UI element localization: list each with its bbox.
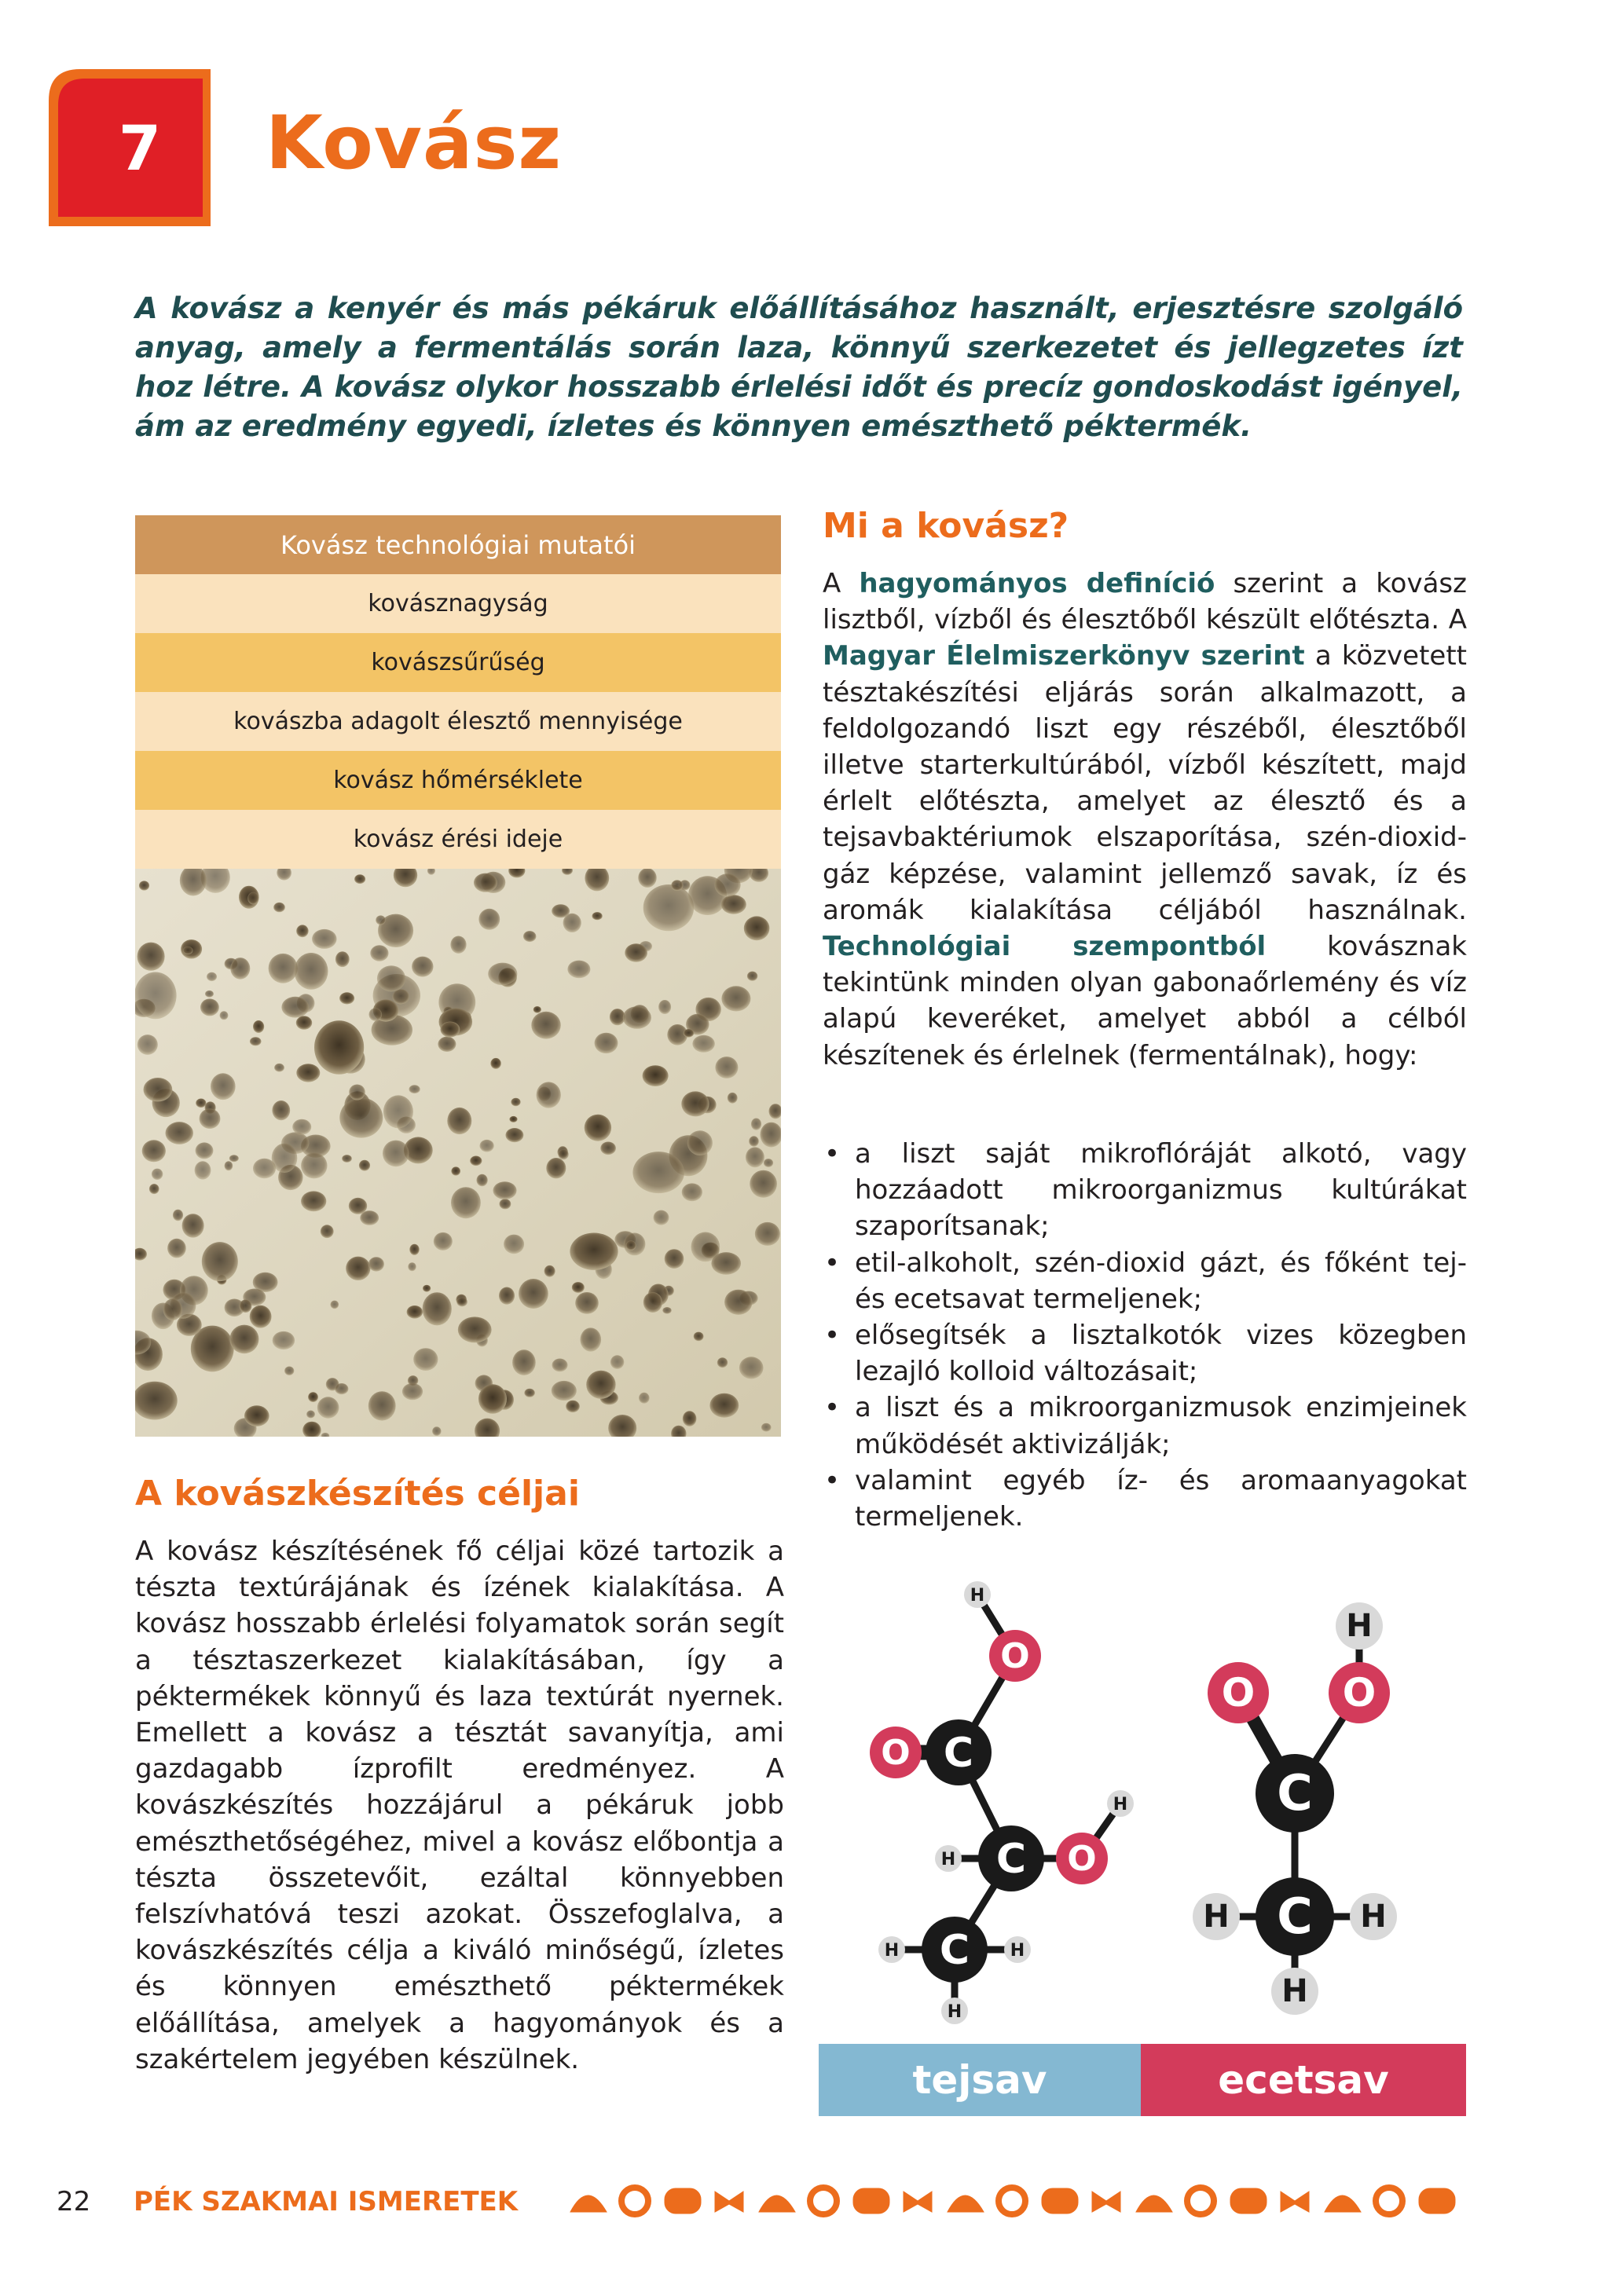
dough-hole [412, 957, 433, 977]
dough-hole [643, 1065, 669, 1086]
dough-hole [308, 1392, 318, 1402]
dough-hole [195, 1161, 211, 1179]
dough-hole [658, 1000, 671, 1014]
dough-hole [728, 1093, 738, 1104]
dough-hole [585, 1115, 611, 1141]
dough-hole [220, 1011, 229, 1020]
dough-hole [202, 1242, 238, 1281]
dough-hole [509, 1116, 517, 1122]
dough-hole [721, 895, 746, 914]
dough-hole [546, 1158, 566, 1178]
dough-hole [544, 1265, 555, 1277]
dough-hole [284, 1367, 294, 1375]
dough-hole [480, 1140, 494, 1152]
dough-hole [638, 869, 656, 888]
list-item: • valamint egyéb íz- és aromaanyagokat termeljenek. [823, 1463, 1467, 1535]
atom-label: O [1000, 1636, 1030, 1676]
dough-hole [595, 1033, 618, 1053]
highlight-term: Technológiai szempontból [823, 931, 1267, 963]
bakery-ornament-icon [715, 2192, 743, 2212]
dough-hole [747, 972, 757, 981]
bakery-ornament-icon [1325, 2195, 1361, 2212]
dough-hole [478, 909, 500, 930]
dough-hole [451, 1187, 481, 1218]
dough-hole [572, 1282, 585, 1293]
dough-hole [499, 1287, 515, 1305]
atom-label: H [1346, 1608, 1373, 1644]
dough-hole [477, 1174, 488, 1187]
dough-hole [625, 943, 647, 962]
dough-hole [135, 972, 177, 1020]
bakery-ornament-icon [1419, 2188, 1455, 2214]
dough-hole [321, 1225, 334, 1238]
dough-hole [369, 1008, 383, 1021]
dough-hole [423, 1285, 431, 1292]
atom-label: C [939, 1927, 970, 1974]
molecule-diagrams [817, 1563, 1469, 2034]
dough-hole [205, 991, 214, 998]
dough-hole [721, 986, 750, 1011]
atom-label: C [1277, 1764, 1313, 1822]
bakery-ornament-icon [1136, 2195, 1172, 2212]
dough-hole [450, 936, 466, 954]
dough-hole [383, 1095, 413, 1128]
dough-hole [409, 1244, 419, 1255]
dough-hole [409, 1085, 420, 1093]
dough-hole [274, 1064, 284, 1072]
dough-hole [447, 1108, 471, 1134]
dough-hole [451, 1166, 460, 1175]
dough-hole [687, 1130, 713, 1155]
dough-hole [331, 1301, 339, 1309]
dough-hole [533, 1006, 541, 1013]
dough-hole [506, 1128, 524, 1142]
dough-hole [755, 1222, 780, 1246]
dough-hole [750, 1170, 777, 1198]
dough-hole [662, 1307, 671, 1314]
dough-hole [681, 1091, 709, 1116]
bakery-ornament-icon [904, 2192, 932, 2212]
dough-hole [296, 1064, 320, 1082]
dough-hole [354, 874, 365, 884]
dough-hole [383, 1141, 409, 1167]
atom-label: H [1281, 1973, 1308, 2009]
purpose-list [823, 1136, 1467, 1535]
dough-hole [244, 1405, 269, 1426]
dough-hole [346, 1257, 370, 1280]
dough-hole [377, 965, 405, 991]
atom-label: H [970, 1586, 985, 1606]
dough-hole [441, 1022, 460, 1038]
dough-hole [575, 1292, 599, 1314]
table-header: Kovász technológiai mutatói [135, 515, 781, 574]
dough-hole [714, 873, 740, 896]
dough-hole [402, 1383, 423, 1400]
list-item: • elősegítsék a lisztalkotók vizes közegben lezajló kolloid változásait; [823, 1317, 1467, 1390]
dough-hole [764, 1159, 773, 1167]
bakery-ornament-icon [999, 2188, 1025, 2214]
dough-hole [566, 1401, 580, 1412]
dough-hole [250, 1305, 272, 1328]
dough-hole [250, 1037, 262, 1045]
dough-hole [152, 1169, 163, 1180]
dough-hole [570, 1233, 618, 1270]
dough-hole [654, 1210, 669, 1225]
dough-hole [200, 998, 219, 1016]
bakery-ornament-icon [853, 2188, 889, 2214]
dough-hole [349, 1198, 367, 1214]
dough-hole [292, 1119, 311, 1135]
bakery-ornament-icon [1187, 2188, 1214, 2214]
dough-hole [408, 1262, 416, 1271]
dough-hole [139, 881, 149, 890]
dough-hole [432, 1426, 441, 1436]
atom-label: H [1203, 1899, 1230, 1935]
table-row: kovásznagyság [135, 574, 781, 633]
dough-hole [438, 1037, 456, 1052]
dough-hole [368, 1257, 384, 1271]
dough-hole [163, 1298, 182, 1320]
atom-label: O [1221, 1670, 1256, 1716]
dough-hole [683, 1411, 697, 1426]
dough-hole [581, 1327, 602, 1351]
bakery-ornament-icon [759, 2195, 795, 2212]
dough-hole [531, 1012, 560, 1039]
bakery-ornament-icon [810, 2188, 837, 2214]
dough-hole [273, 1331, 295, 1349]
dough-hole [200, 1108, 221, 1129]
dough-hole [586, 1371, 615, 1399]
dough-hole [567, 961, 590, 979]
dough-hole [272, 1100, 290, 1120]
dough-hole [339, 992, 354, 1004]
dough-hole [511, 1098, 520, 1107]
atom-label: O [1067, 1839, 1097, 1879]
sourdough-photo [135, 869, 781, 1437]
dough-hole [761, 1423, 772, 1432]
dough-hole [643, 884, 694, 931]
dough-hole [474, 873, 497, 892]
dough-hole [370, 945, 388, 961]
dough-hole [500, 1199, 511, 1209]
dough-hole [490, 1058, 500, 1069]
lactic-acid-label: tejsav [819, 2044, 1141, 2116]
bakery-ornament-icon [1042, 2188, 1078, 2214]
bakery-ornament-icon [1230, 2188, 1267, 2214]
dough-hole [339, 1097, 383, 1137]
list-item: • a liszt saját mikroflóráját alkotó, vagy hozzáadott mikroorganizmus kultúrákat szaporítsanak; [823, 1136, 1467, 1245]
dough-hole [173, 1210, 183, 1221]
dough-hole [524, 1389, 534, 1397]
dough-hole [739, 1357, 764, 1379]
dough-hole [559, 1149, 569, 1159]
dough-hole [488, 963, 517, 986]
dough-hole [392, 989, 409, 1004]
bakery-ornament-icon [665, 2188, 701, 2214]
dough-hole [359, 1160, 370, 1171]
dough-hole [724, 1290, 752, 1315]
dough-hole [230, 958, 250, 980]
bakery-ornament-icon [1376, 2188, 1402, 2214]
dough-hole [639, 1393, 650, 1404]
dough-hole [413, 1348, 438, 1371]
atom-label: H [1113, 1795, 1128, 1814]
dough-hole [306, 1411, 315, 1419]
section-heading-celjai: A kovászkészítés céljai [135, 1474, 580, 1514]
dough-hole [196, 1142, 214, 1159]
dough-hole [296, 1016, 312, 1029]
atom-label: C [995, 1836, 1027, 1883]
dough-hole [552, 1381, 577, 1401]
dough-hole [600, 1142, 616, 1155]
dough-hole [665, 1249, 684, 1269]
dough-hole [456, 1298, 467, 1307]
dough-hole [167, 1239, 186, 1258]
dough-hole [273, 903, 285, 912]
dough-hole [749, 1136, 759, 1146]
dough-hole [144, 1078, 173, 1101]
dough-hole [671, 880, 683, 891]
dough-hole [523, 931, 536, 942]
dough-hole [552, 904, 570, 917]
dough-hole [552, 1359, 568, 1372]
technology-table [135, 515, 781, 869]
dough-hole [709, 1393, 739, 1418]
dough-hole [295, 953, 328, 990]
atom-label: C [1277, 1888, 1313, 1945]
table-row: kovászsűrűség [135, 633, 781, 692]
dough-hole [512, 1349, 536, 1375]
dough-hole [376, 915, 386, 925]
dough-hole [211, 1073, 236, 1100]
dough-hole [368, 1391, 396, 1420]
dough-hole [182, 1214, 204, 1237]
atom-label: H [940, 1850, 956, 1869]
dough-hole [301, 1153, 327, 1179]
table-row: kovászba adagolt élesztő mennyisége [135, 692, 781, 751]
highlight-term: Magyar Élelmiszerkönyv szerint [823, 640, 1305, 672]
dough-hole [626, 1240, 636, 1250]
atom-label: O [1342, 1670, 1377, 1716]
dough-hole [711, 1252, 741, 1275]
dough-hole [207, 972, 217, 981]
list-item: • a liszt és a mikroorganizmusok enzimjeinek működését aktivizálják; [823, 1390, 1467, 1462]
chapter-number: 7 [118, 114, 162, 185]
intro-paragraph: A kovász a kenyér és más pékáruk előállításához használt, erjesztésre szolgáló anyag, amely a fermentálás során laza, könnyű szerkezetet és jellegzetes ízt hoz létre. A kovász olykor hosszabb érlelési időt és precíz gondoskodást igényel, ám az eredmény egyedi, ízletes és könnyen emészthető péktermék. [135, 291, 1463, 443]
footer-title: PÉK SZAKMAI ISMERETEK [134, 2186, 519, 2217]
dough-hole [349, 1085, 365, 1100]
dough-hole [183, 947, 193, 954]
dough-hole [342, 1155, 352, 1163]
dough-hole [314, 1020, 364, 1074]
dough-hole [519, 1279, 548, 1309]
dough-hole [458, 1316, 492, 1342]
section-heading-mi-a-kovasz: Mi a kovász? [823, 506, 1069, 546]
dough-hole [225, 1161, 233, 1170]
dough-hole [682, 1183, 702, 1201]
dough-hole [196, 1099, 206, 1108]
dough-hole [632, 1152, 684, 1193]
dough-hole [166, 1122, 193, 1144]
dough-hole [470, 1156, 482, 1166]
dough-hole [335, 951, 350, 967]
dough-hole [149, 1184, 159, 1194]
dough-hole [746, 1147, 764, 1167]
dough-hole [715, 1056, 738, 1078]
table-row: kovász hőmérséklete [135, 751, 781, 810]
dough-hole [137, 1034, 158, 1055]
dough-hole [423, 1292, 452, 1325]
dough-hole [312, 929, 336, 949]
dough-hole [142, 1140, 166, 1162]
dough-hole [253, 1020, 264, 1033]
dough-hole [643, 1292, 662, 1313]
bakery-ornament-icon [1092, 2192, 1120, 2212]
page-number: 22 [57, 2186, 91, 2217]
atom-label: H [1010, 1941, 1025, 1961]
atom-label: C [943, 1730, 974, 1777]
dough-hole [684, 1029, 694, 1038]
dough-hole [592, 912, 603, 920]
dough-hole [751, 1119, 761, 1130]
table-row: kovász érési ideje [135, 810, 781, 869]
dough-hole [407, 1305, 423, 1319]
dough-hole [229, 1155, 239, 1162]
dough-hole [493, 1181, 517, 1199]
dough-hole [281, 997, 309, 1018]
dough-hole [717, 1357, 728, 1368]
atom-label: H [1360, 1899, 1387, 1935]
bakery-ornament-strip [563, 2176, 1466, 2226]
dough-hole [504, 1235, 524, 1254]
atom-label: O [881, 1733, 911, 1773]
dough-hole [692, 1035, 714, 1053]
dough-hole [296, 925, 308, 937]
dough-hole [694, 1332, 704, 1342]
atom-label: H [947, 2002, 962, 2022]
dough-hole [744, 916, 770, 940]
dough-hole [272, 1144, 298, 1173]
dough-hole [240, 1300, 252, 1313]
dough-hole [137, 943, 165, 971]
bakery-ornament-icon [570, 2195, 607, 2212]
definition-paragraph: A hagyományos definíció szerint a kovász lisztből, vízből és élesztőből készült előtészta. A Magyar Élelmiszerkönyv szerint a közvetett tésztakészítési eljárás során alkalmazott, a feldolgozandó liszt egy részéből, élesztőből illetve starterkultúrából, vízből készített, majd érlelt előtészta, amelyet az élesztő és a tejsavbaktériumok elszaporítása, szén-dioxid-gáz képzése, valamint jellemző savak, íz és aromák kialakítása céljából használnak. Technológiai szempontból kovásznak tekintünk minden olyan gabonaőrlemény és víz alapú keveréket, amelyet abból a célból készítenek és érlelnek (fermentálnak), hogy: [823, 568, 1467, 1071]
dough-hole [269, 954, 298, 983]
list-item: • etil-alkoholt, szén-dioxid gázt, és főként tej- és ecetsavat termeljenek; [823, 1245, 1467, 1317]
atom-label: H [884, 1941, 900, 1961]
dough-hole [301, 1191, 326, 1211]
dough-hole [229, 1325, 258, 1354]
highlight-term: hagyományos definíció [859, 568, 1215, 599]
dough-hole [537, 1082, 561, 1108]
dough-hole [335, 1383, 348, 1394]
chapter-title: Kovász [266, 101, 563, 186]
bakery-ornament-icon [948, 2195, 984, 2212]
dough-hole [623, 1006, 651, 1029]
dough-hole [317, 1397, 339, 1418]
bakery-ornament-icon [621, 2188, 648, 2214]
dough-hole [478, 1384, 507, 1414]
celjai-paragraph: A kovász készítésének fő céljai közé tartozik a tészta textúrájának és ízének kialakítása. A kovász hosszabb érlelési folyamatok során segít a tésztaszerkezet kialakításában, így a péktermékek könnyű és laza textúrát nyernek. Emellett a kovász a tésztát savanyítja, ami gazdagabb ízprofilt eredményez. A kovászkészítés hozzájárul a pékáruk jobb emészthetőségéhez, mivel a kovász előbontja a tészta összetevőit, ezáltal könnyebben felszívhatóvá teszi azokat. Összefoglalva, a kovászkészítés célja a kiváló minőségű, ízletes és könnyen emészthető péktermékek előállítása, amelyek a hagyományok és a szakértelem jegyében készülnek. [135, 1536, 784, 2075]
acetic-acid-label: ecetsav [1141, 2044, 1466, 2116]
dough-hole [434, 1232, 453, 1251]
dough-hole [247, 892, 258, 905]
bakery-ornament-icon [1281, 2192, 1309, 2212]
dough-hole [610, 1355, 624, 1369]
